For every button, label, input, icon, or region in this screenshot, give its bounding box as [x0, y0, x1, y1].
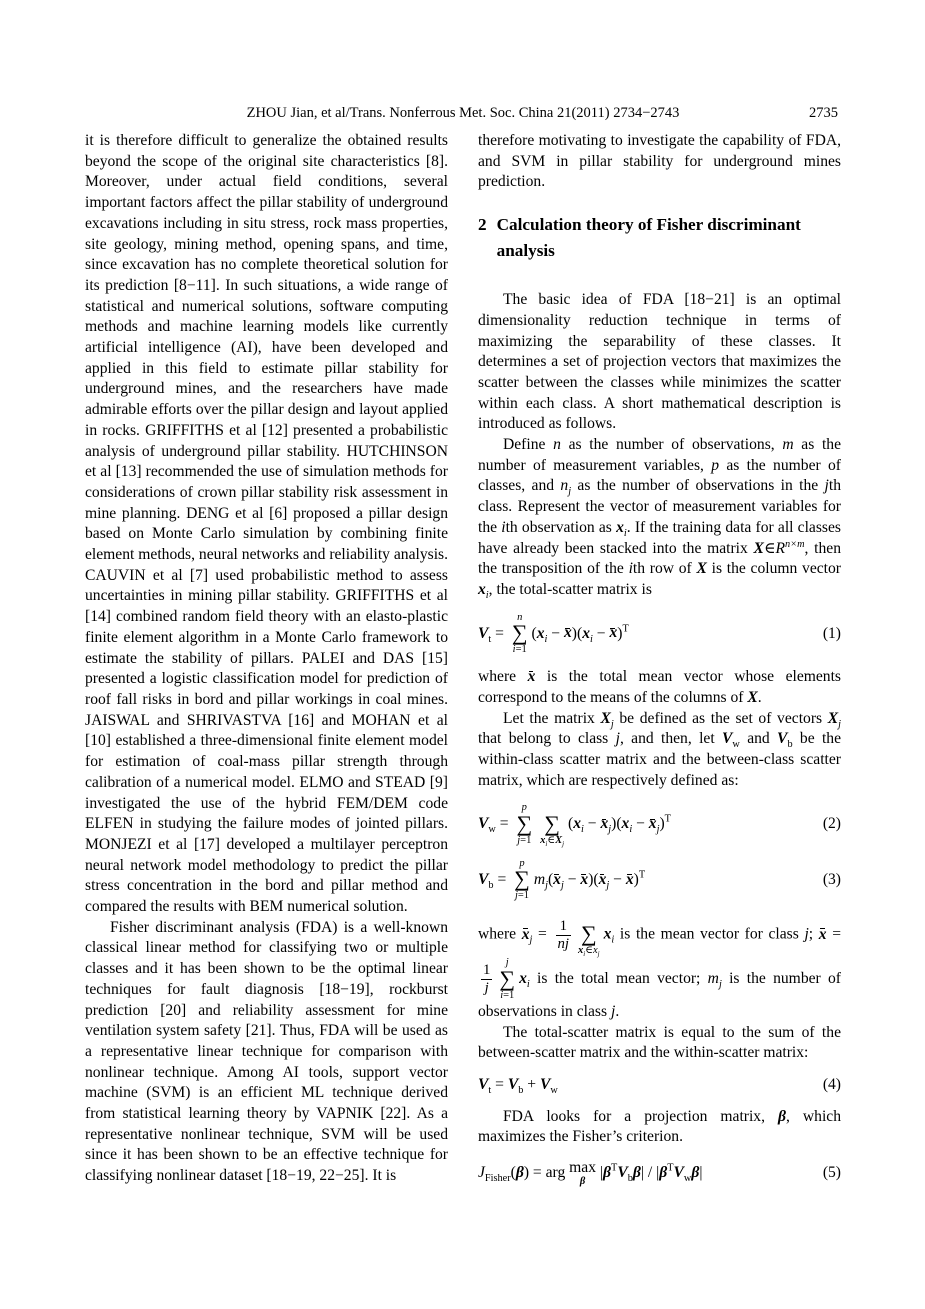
paragraph-intro-continued: it is therefore difficult to generalize the obtained results beyond the scope of the original site characteristics [8]. Moreover, under actual field conditions, several important factors affect the pillar stability of underground excavations including in situ stress, rock mass properties, site geology, mining method, opening spans, and time, since excavation has no complete theoretical solution for its prediction [8−11]. In such situations, a wide range of statistical and numerical solutions, software computing methods and machine learning models like currently artificial intelligence (AI), have been developed and applied in this field to estimate pillar stability for underground mines, and the researchers have made admirable efforts over the pillar design and layout applied in rocks. GRIFFITHS et al [12] presented a probabilistic analysis of underground pillar stability. HUTCHINSON et al [13] recommended the use of simulation methods for considerations of crown pillar stability risk assessment in mine planning. DENG et al [6] proposed a pillar design based on Monte Carlo simulation by combining finite element methods, neural networks and reliability analysis. CAUVIN et al [7] used probabilistic method to assess uncertainties in mining pillar stability. GRIFFITHS et al [14] combined random field theory with an elasto-plastic finite element algorithm in a Monte Carlo framework to estimate the stability of pillars. PALEI and DAS [15] presented a logistic classification model for prediction of roof fall risks in bord and pillar workings in coal mines. JAISWAL and SHRIVASTVA [16] and MOHAN et al [10] established a three-dimensional finite element model for estimation of coal-mass pillar strength through calibration of a numerical model. ELMO and STEAD [9] investigated the use of the hybrid FEM/DEM code ELFEN in studying the failure modes of jointed pillars. MONJEZI et al [17] developed a multilayer perceptron neural network model methodology to predict the pillar stress concentration in the bord and pillar method and compared the results with BEM numerical solution. [85, 132, 448, 916]
section-number: 2 [478, 215, 487, 235]
equation-1-number: (1) [822, 624, 841, 642]
equation-1 [478, 612, 841, 657]
equation-4 [478, 1075, 841, 1096]
equation-1-formula: $V_t$ = n ∑ i=1 $(x_i - x)(x_i - x)^T$ [478, 611, 629, 656]
equation-3-formula: $V_b$ = p ∑ j=1 $m_j(x_j - x)(x_j - x)^T$ [478, 857, 646, 902]
right-column [478, 131, 841, 1199]
equation-5 [478, 1159, 841, 1188]
paragraph-define: Define n as the number of observations, m as the number of measurement variables, p as the number of classes, and $n_j$ as the number of observations in the jth class. Represent the vector of measurement variables for the ith observation as $x_i$. If the training data for all classes have already been stacked into the matrix $X\in R^{n\times m}$, then the transposition of the ith row of X is the column vector $x_i$, the total-scatter matrix is [478, 436, 842, 602]
equation-5-number: (5) [822, 1164, 841, 1182]
page-header [85, 105, 841, 122]
equation-4-formula: $V_t = V_b + V_w$ [478, 1076, 558, 1097]
equation-2-number: (2) [822, 815, 841, 833]
paragraph-fisher-intro: Fisher discriminant analysis (FDA) is a well-known classical linear method for classifying two or multiple classes and it has been shown to be the optimal linear techniques for fault diagnosis [18−19], rockburst prediction [20] and reliability assessment for mine ventilation system safety [21]. Thus, FDA will be used as a representative linear technique for comparison with nonlinear technique. Among AI tools, support vector machine (SVM) is an efficient ML technique derived from statistical learning theory by VAPNIK [22]. As a representative nonlinear technique, SVM will be used since it has been shown to be an effective technique for classifying nonlinear dataset [18−19, 22−25]. It is [85, 918, 448, 1185]
paragraph-basic-idea: The basic idea of FDA [18−21] is an optimal dimensionality reduction technique in terms of maximizing the separability of these classes. It determines a set of projection vectors that maximizes the scatter between the classes while minimizes the scatter within each class. A short mathematical description is introduced as follows. [478, 291, 841, 433]
equation-5-formula: $J_{Fisher}(\beta)$ = arg max β $|\beta^TV_b\beta| / |\beta^TV_w\beta|$ [478, 1159, 703, 1188]
equation-2 [478, 802, 841, 847]
page-number: 2735 [809, 105, 838, 121]
paragraph-continued: therefore motivating to investigate the capability of FDA, and SVM in pillar stability for underground mines prediction. [478, 132, 841, 191]
paragraph-let-matrix: Let the matrix $X_j$ be defined as the set of vectors $X_j$ that belong to class j, and then, let $V_w$ and $V_b$ be the within-class scatter matrix and the between-class scatter matrix, which are respectively defined as: [478, 709, 842, 789]
running-title: ZHOU Jian, et al/Trans. Nonferrous Met. Soc. China 21(2011) 2734−2743 [246, 105, 680, 121]
section-heading [478, 212, 841, 264]
equation-2-formula: $V_w$ = p ∑ j=1 ∑ $x_i\in X_j$ $(x_i - x_j)(x_i - x_j)^T$ [478, 802, 671, 848]
equation-4-number: (4) [822, 1075, 841, 1093]
equation-3 [478, 858, 841, 903]
equation-3-number: (3) [822, 870, 841, 888]
paragraph-where-total-mean: where x is the total mean vector whose elements correspond to the means of the columns of X. [478, 668, 841, 706]
section-title: Calculation theory of Fisher discriminant analysis [496, 215, 801, 261]
paragraph-mean-vector: where $x_j$ = $\frac{1}{nj}$ ∑ $x_i\in x_j$ $x_i$ is the mean vector for class j; x = $\frac{1}{j}$ j ∑ i=1 $x_i$ is the total mean vector; $m_j$ is the number of observations in class j. [478, 917, 842, 1020]
two-column-body [85, 131, 841, 1199]
paragraph-total-scatter: The total-scatter matrix is equal to the sum of the between-scatter matrix and the within-scatter matrix: [478, 1023, 841, 1062]
paragraph-fda-looks: FDA looks for a projection matrix, β, which maximizes the Fisher’s criterion. [478, 1107, 841, 1146]
left-column [85, 131, 448, 1199]
